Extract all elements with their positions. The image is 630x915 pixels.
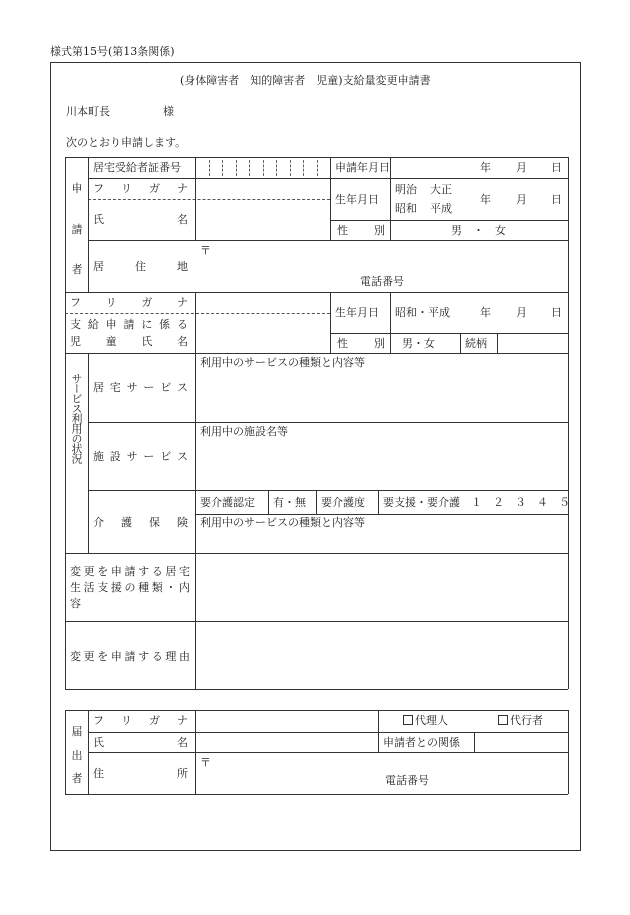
change-content-label-line1: 変 更 を 申 請 す る 居 宅: [70, 565, 190, 578]
change-reason-label: 変 更 を 申 請 す る 理 由: [70, 650, 190, 663]
care-insurance-label: 介 護 保 険: [93, 516, 188, 529]
notifier-furigana-label: フ リ ガ ナ: [93, 714, 188, 727]
form-number: 様式第15号(第13条関係): [50, 45, 175, 58]
change-content-label-line3: 容: [70, 597, 81, 610]
notifier-phone-label: 電話番号: [385, 774, 429, 787]
intro-text: 次のとおり申請します。: [66, 136, 187, 149]
applicant-name-label: 氏 名: [93, 213, 188, 226]
facility-service-note: 利用中の施設名等: [200, 425, 288, 438]
birth-day: 日: [551, 193, 562, 206]
care-cert-options: 有・無: [273, 496, 306, 509]
birth-year: 年: [480, 193, 491, 206]
birth-month: 月: [516, 193, 527, 206]
addressee: 川本町長: [66, 105, 110, 118]
care-level-label: 要介護度: [321, 496, 365, 509]
agent-checkbox-icon: [403, 715, 413, 725]
child-birthdate-label: 生年月日: [335, 306, 379, 319]
notifier-postal-mark: 〒: [200, 756, 211, 769]
notifier-address-label: 住 所: [93, 767, 188, 780]
applicant-postal-mark: 〒: [200, 244, 211, 257]
cert-number-label: 居宅受給者証番号: [93, 161, 181, 174]
care-level-options: 要支援・要介護 １ ２ ３ ４ ５: [383, 496, 570, 509]
care-cert-label: 要介護認定: [200, 496, 255, 509]
agent-option-label: 代理人: [415, 714, 448, 727]
honorific: 様: [163, 105, 174, 118]
applicant-section-label: 申 請 者: [71, 182, 83, 276]
notifier-name-label: 氏 名: [93, 736, 188, 749]
applicant-sex-options: 男 ・ 女: [451, 224, 506, 237]
change-content-label-line2: 生 活 支 援 の 種 類 ・ 内: [70, 581, 190, 594]
notifier-section-label: 届 出 者: [71, 725, 83, 785]
child-relation-label: 続柄: [465, 337, 487, 350]
child-name-label-line2: 児 童 氏 名: [70, 335, 188, 348]
proxy-checkbox-icon: [498, 715, 508, 725]
child-sex-options: 男・女: [402, 337, 435, 350]
child-name-label-line1: 支 給 申 請 に 係 る: [70, 318, 188, 331]
child-birth-year: 年: [480, 306, 491, 319]
application-date-month: 月: [516, 161, 527, 174]
era-taisho: 大正: [430, 183, 452, 196]
facility-service-label: 施 設 サ ー ビ ス: [93, 450, 188, 463]
child-furigana-label: フ リ ガ ナ: [70, 296, 188, 309]
application-date-year: 年: [480, 161, 491, 174]
application-date-day: 日: [551, 161, 562, 174]
child-birth-month: 月: [516, 306, 527, 319]
applicant-phone-label: 電話番号: [360, 275, 404, 288]
applicant-address-label: 居 住 地: [93, 260, 188, 273]
era-meiji: 明治: [395, 183, 417, 196]
service-section-label: サービス利用の状況: [70, 373, 83, 463]
child-birth-day: 日: [551, 306, 562, 319]
home-service-note: 利用中のサービスの種類と内容等: [200, 356, 365, 369]
agent-checkbox[interactable]: [403, 715, 448, 726]
applicant-birthdate-label: 生年月日: [335, 193, 379, 206]
era-heisei: 平成: [430, 202, 452, 215]
form-title: (身体障害者 知的障害者 児童)支給量変更申請書: [180, 74, 431, 87]
era-showa: 昭和: [395, 202, 417, 215]
care-insurance-note: 利用中のサービスの種類と内容等: [200, 516, 365, 529]
child-sex-label: 性 別: [337, 337, 385, 350]
home-service-label: 居 宅 サ ー ビ ス: [93, 381, 188, 394]
child-era-options: 昭和・平成: [395, 306, 450, 319]
applicant-sex-label: 性 別: [337, 224, 385, 237]
relation-label: 申請者との関係: [383, 736, 460, 749]
application-date-label: 申請年月日: [335, 161, 390, 174]
proxy-checkbox[interactable]: [498, 715, 543, 726]
applicant-furigana-label: フ リ ガ ナ: [93, 182, 188, 195]
proxy-option-label: 代行者: [510, 714, 543, 727]
